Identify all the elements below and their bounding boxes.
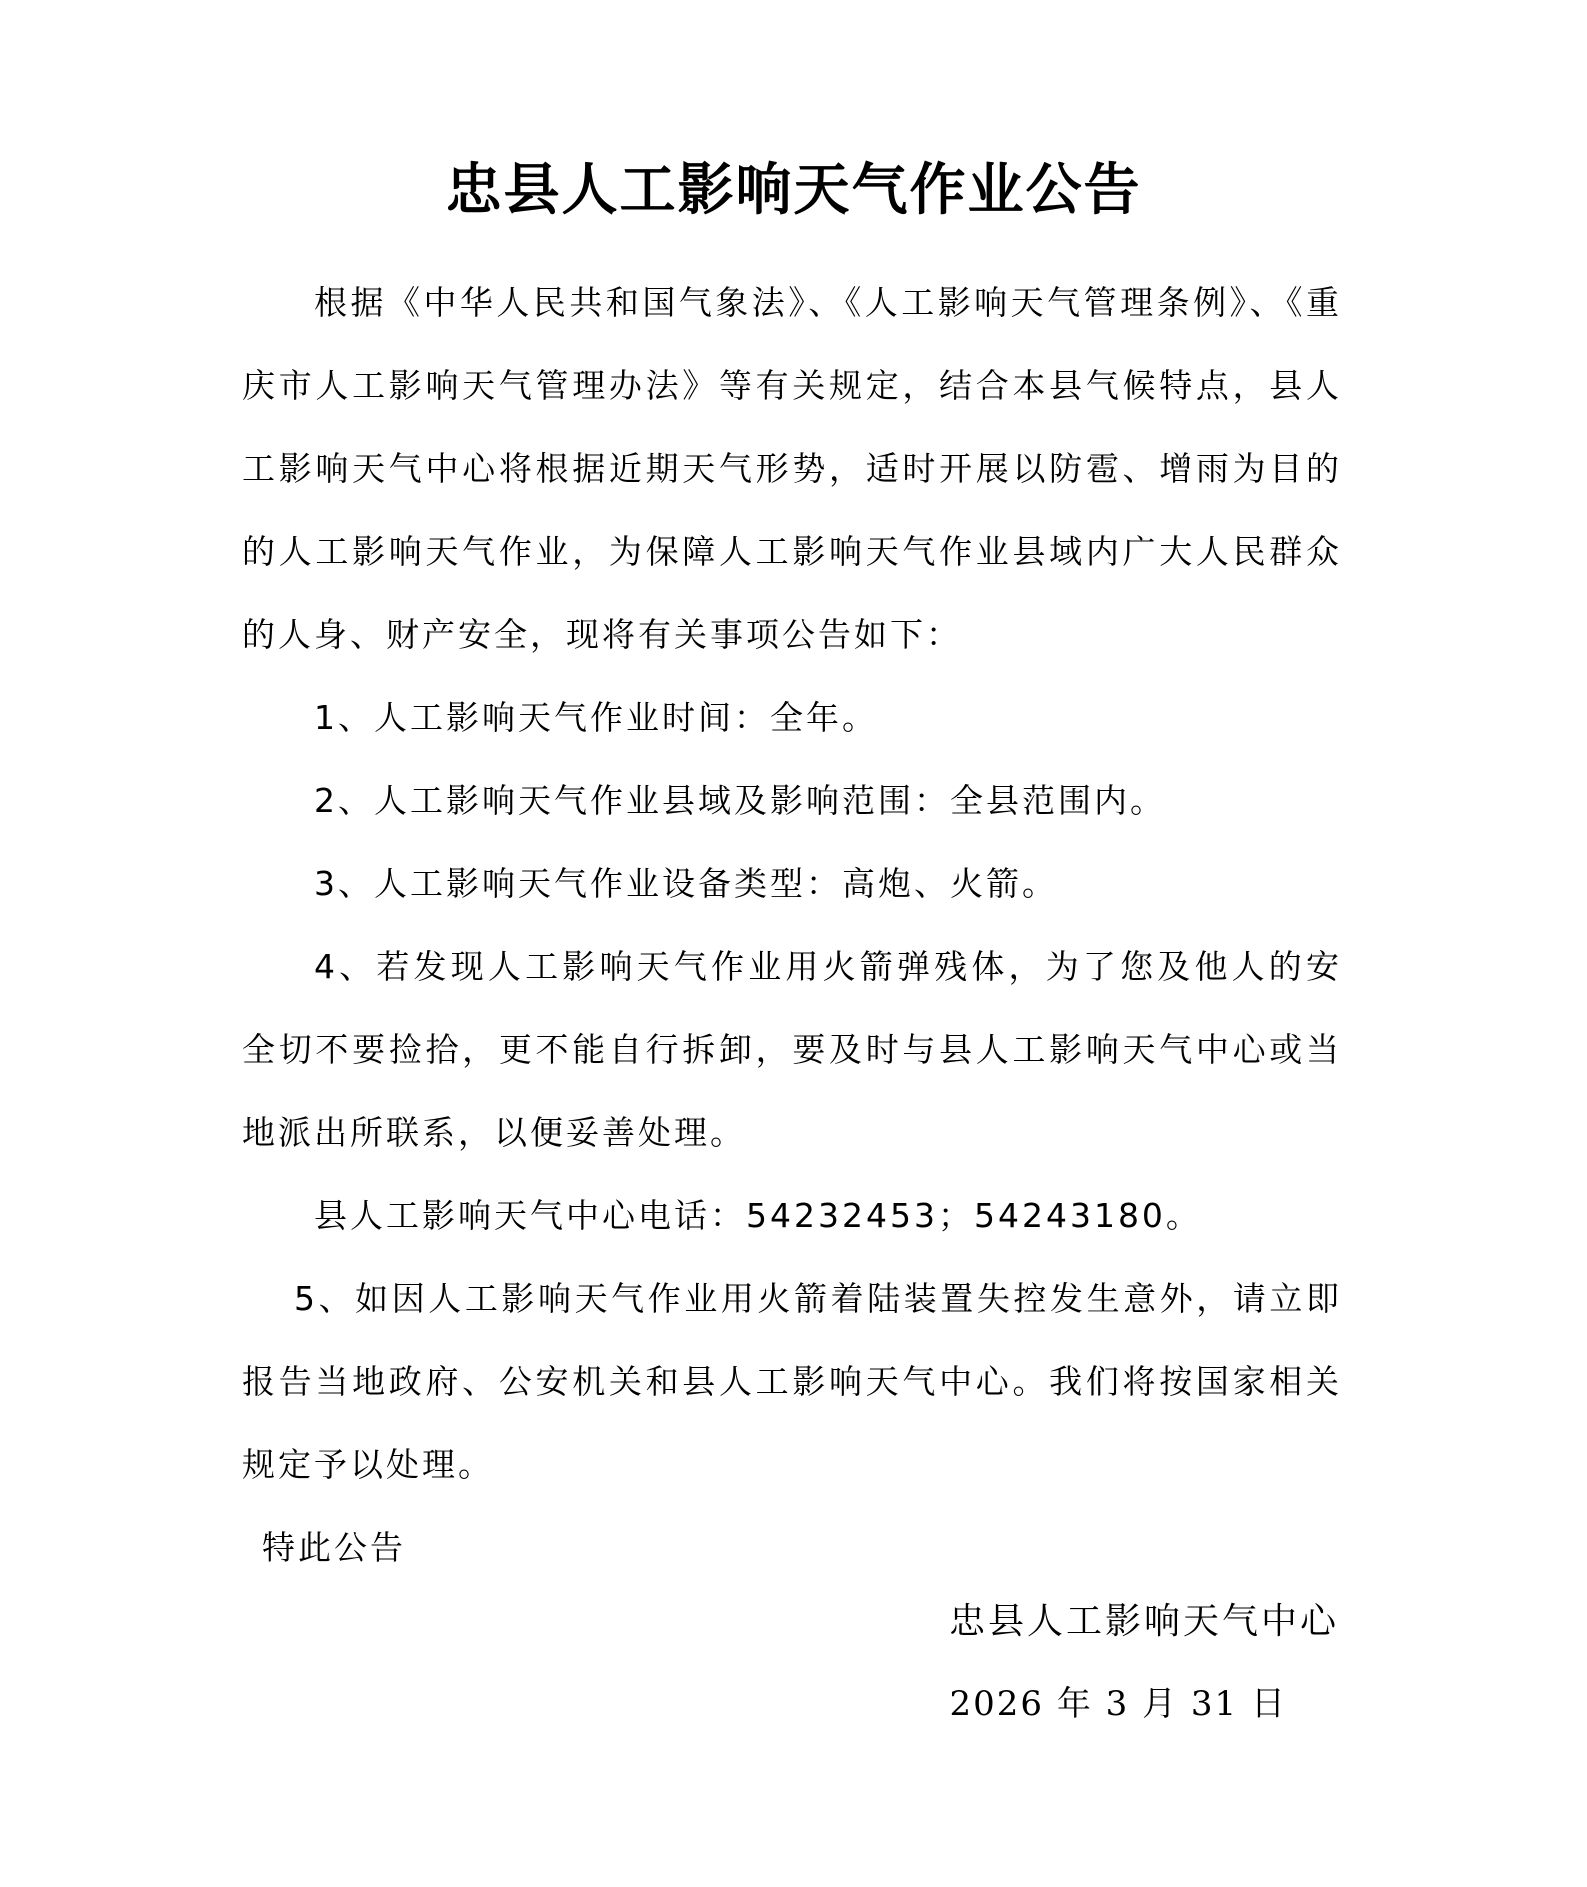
signature-date: 2026 年 3 月 31 日 [949, 1684, 1287, 1724]
page-title: 忠县人工影响天气作业公告 [445, 157, 1142, 223]
item-accident: 5、如因人工影响天气作业用火箭着陆装置失控发生意外，请立即报告当地政府、公安机关和县人工影响天气中心。我们将按国家相关规定予以处理。 [242, 1279, 1342, 1484]
intro-paragraph: 根据《中华人民共和国气象法》、《人工影响天气管理条例》、《重庆市人工影响天气管理办法》等有关规定，结合本县气候特点，县人工影响天气中心将根据近期天气形势，适时开展以防雹、增雨为目的的人工影响天气作业，为保障人工影响天气作业县域内广大人民群众的人身、财产安全，现将有关事项公告如下： [242, 283, 1342, 654]
item-time: 1、人工影响天气作业时间：全年。 [314, 698, 878, 737]
closing-line: 特此公告 [262, 1528, 406, 1567]
item-equipment: 3、人工影响天气作业设备类型：高炮、火箭。 [314, 864, 1058, 903]
signature-organization: 忠县人工影响天气中心 [948, 1601, 1339, 1642]
item-scope: 2、人工影响天气作业县域及影响范围：全县范围内。 [314, 781, 1166, 820]
item-rocket-remains: 4、若发现人工影响天气作业用火箭弹残体，为了您及他人的安全切不要捡拾，更不能自行拆卸，要及时与县人工影响天气中心或当地派出所联系，以便妥善处理。 [242, 947, 1342, 1152]
phone-line: 县人工影响天气中心电话：54232453；54243180。 [314, 1196, 1202, 1235]
notice-body [242, 261, 1342, 1589]
